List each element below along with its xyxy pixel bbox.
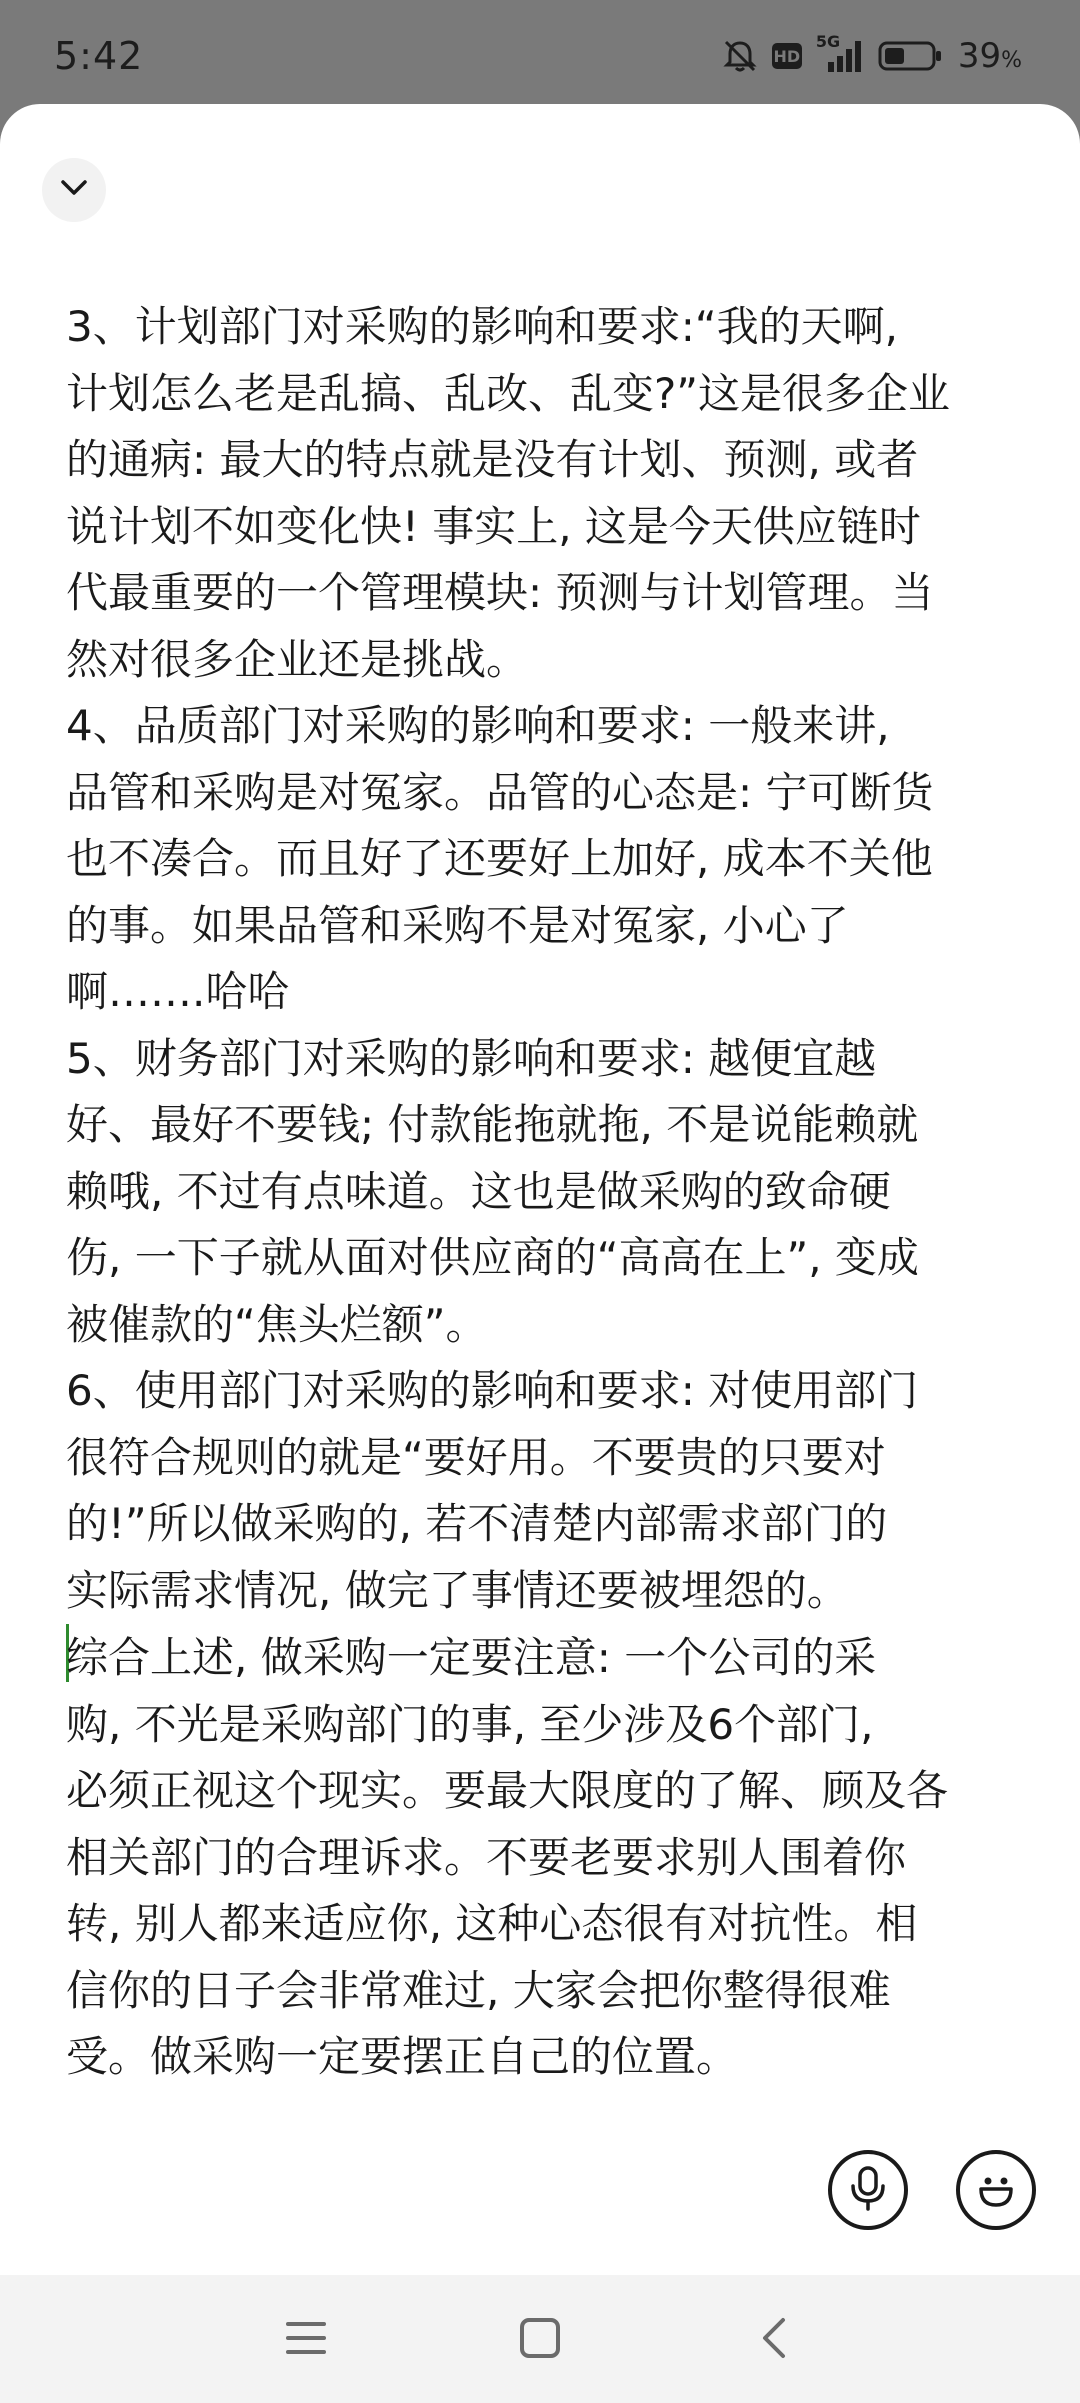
text-input-area[interactable] bbox=[66, 294, 1016, 2184]
battery-unit: % bbox=[1001, 48, 1022, 73]
nav-home-button[interactable] bbox=[505, 2305, 575, 2375]
mute-bell-icon bbox=[722, 38, 758, 74]
chevron-down-icon bbox=[59, 178, 89, 202]
emoji-button[interactable] bbox=[956, 2150, 1036, 2230]
status-bar bbox=[0, 0, 1080, 110]
status-time: 5:42 bbox=[54, 34, 144, 78]
status-icons bbox=[722, 32, 1022, 76]
text-editor-sheet bbox=[0, 104, 1080, 2275]
hd-icon: HD bbox=[772, 43, 802, 69]
battery-value: 39 bbox=[957, 36, 1002, 76]
text-before-cursor: 3、计划部门对采购的影响和要求:“我的天啊, 计划怎么老是乱搞、乱改、乱变?”这是很多企业 的通病: 最大的特点就是没有计划、预测, 或者 说计划不如变化快! 事实上, 这是今天供应链时 代最重要的一个管理模块: 预测与计划管理。当 然对很多企业还是挑战。 4、品质部门对采购的影响和要求: 一般来讲, 品管和采购是对冤家。品管的心态是: 宁可断货 也不凑合。而且好了还要好上加好, 成本不关他 的事。如果品管和采购不是对冤家, 小心了 啊…….哈哈 5、财务部门对采购的影响和要求: 越便宜越 好、最好不要钱; 付款能拖就拖, 不是说能赖就 赖哦, 不过有点味道。这也是做采购的致命硬 伤, 一下子就从面对供应商的“高高在上”, 变成 被催款的“焦头烂额”。 6、使用部门对采购的影响和要求: 对使用部门 很符合规则的就是“要好用。不要贵的只要对 的!”所以做采购的, 若不清楚内部需求部门的 实际需求情况, 做完了事情还要被埋怨的。 bbox=[66, 302, 951, 1615]
collapse-button[interactable] bbox=[42, 158, 106, 222]
back-icon bbox=[759, 2316, 789, 2364]
navigation-bar bbox=[0, 2275, 1080, 2403]
text-after-cursor: 综合上述, 做采购一定要注意: 一个公司的采 购, 不光是采购部门的事, 至少涉及6个部门, 必须正视这个现实。要最大限度的了解、顾及各 相关部门的合理诉求。不要老要求别人围着你 转, 别人都来适应你, 这种心态很有对抗性。相 信你的日子会非常难过, 大家会把你整得很难 受。做采购一定要摆正自己的位置。 bbox=[66, 1633, 949, 2081]
battery-icon bbox=[878, 39, 944, 73]
emoji-icon bbox=[971, 2163, 1021, 2217]
nav-back-button[interactable] bbox=[739, 2305, 809, 2375]
battery-percent bbox=[958, 36, 1022, 76]
network-label: 5G bbox=[815, 32, 841, 51]
signal-5g-icon bbox=[815, 32, 864, 74]
home-icon bbox=[518, 2316, 562, 2364]
voice-input-button[interactable] bbox=[828, 2150, 908, 2230]
menu-icon bbox=[284, 2318, 328, 2362]
microphone-icon bbox=[846, 2164, 890, 2216]
nav-menu-button[interactable] bbox=[271, 2305, 341, 2375]
